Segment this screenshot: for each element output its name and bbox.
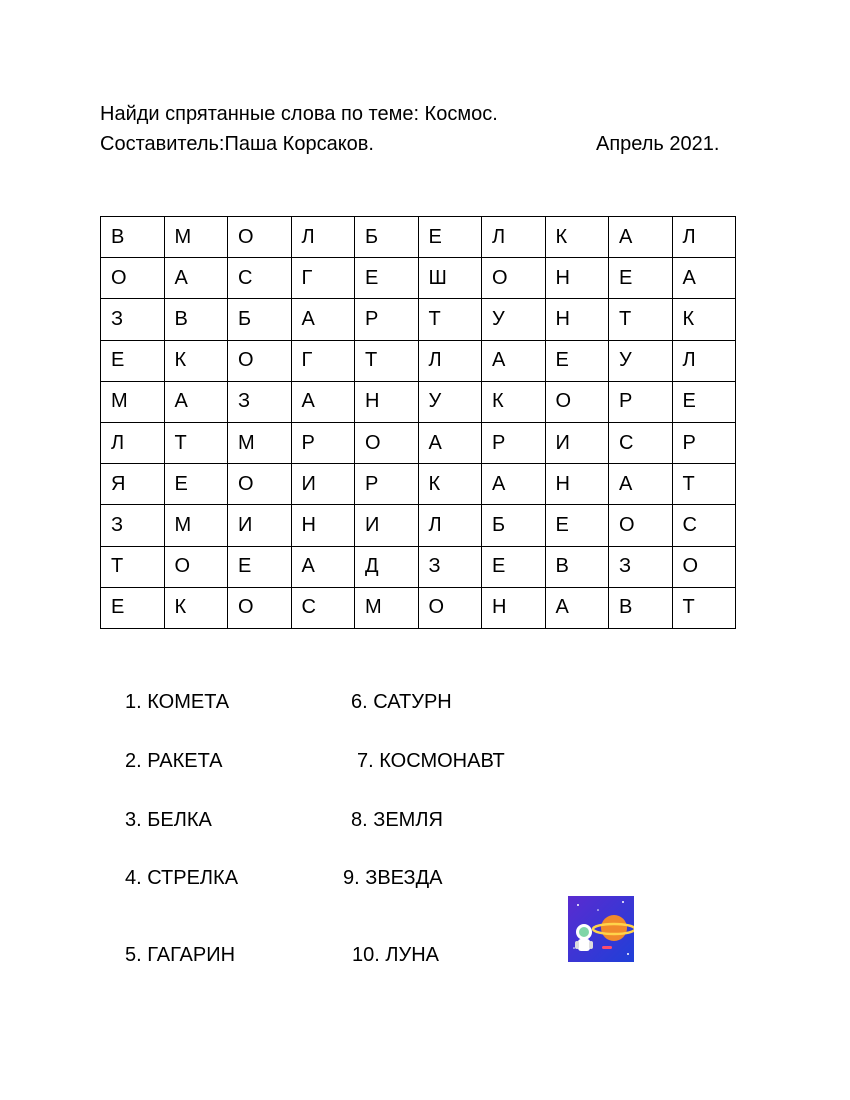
- grid-cell: О: [228, 217, 292, 258]
- grid-row: [101, 217, 736, 258]
- grid-cell: О: [609, 505, 673, 546]
- word-list-item: 4. СТРЕЛКА: [125, 867, 239, 889]
- grid-cell: З: [228, 381, 292, 422]
- word-list-item: 5. ГАГАРИН: [125, 944, 236, 966]
- grid-cell: Т: [101, 546, 165, 587]
- grid-cell: Р: [291, 422, 355, 463]
- grid-row: [101, 381, 736, 422]
- grid-cell: О: [672, 546, 736, 587]
- grid-cell: З: [418, 546, 482, 587]
- grid-cell: М: [355, 587, 419, 628]
- grid-cell: Т: [672, 587, 736, 628]
- grid-cell: Н: [482, 587, 546, 628]
- grid-cell: Л: [418, 340, 482, 381]
- grid-cell: А: [164, 258, 228, 299]
- grid-cell: Т: [672, 464, 736, 505]
- grid-cell: К: [545, 217, 609, 258]
- grid-cell: У: [482, 299, 546, 340]
- word-list-item: 3. БЕЛКА: [125, 809, 212, 831]
- grid-cell: Р: [482, 422, 546, 463]
- grid-cell: С: [672, 505, 736, 546]
- grid-cell: З: [101, 505, 165, 546]
- grid-cell: Б: [228, 299, 292, 340]
- grid-cell: Т: [164, 422, 228, 463]
- grid-row: [101, 258, 736, 299]
- grid-cell: Г: [291, 258, 355, 299]
- grid-cell: Ш: [418, 258, 482, 299]
- grid-cell: А: [609, 464, 673, 505]
- grid-cell: О: [164, 546, 228, 587]
- grid-cell: О: [228, 464, 292, 505]
- grid-cell: О: [228, 587, 292, 628]
- grid-cell: И: [228, 505, 292, 546]
- grid-cell: О: [545, 381, 609, 422]
- worksheet-date: Апрель 2021.: [596, 133, 720, 155]
- grid-cell: О: [228, 340, 292, 381]
- grid-cell: С: [291, 587, 355, 628]
- word-search-grid: [100, 216, 736, 629]
- grid-cell: А: [164, 381, 228, 422]
- grid-cell: Б: [482, 505, 546, 546]
- grid-cell: А: [609, 217, 673, 258]
- grid-cell: А: [545, 587, 609, 628]
- grid-cell: Р: [609, 381, 673, 422]
- grid-cell: К: [164, 587, 228, 628]
- grid-cell: Е: [228, 546, 292, 587]
- grid-cell: Г: [291, 340, 355, 381]
- grid-cell: С: [609, 422, 673, 463]
- grid-cell: Е: [482, 546, 546, 587]
- grid-cell: В: [609, 587, 673, 628]
- grid-cell: Л: [482, 217, 546, 258]
- grid-cell: О: [355, 422, 419, 463]
- grid-cell: М: [164, 505, 228, 546]
- worksheet-title: Найди спрятанные слова по теме: Космос.: [100, 103, 498, 125]
- grid-cell: А: [672, 258, 736, 299]
- grid-cell: Д: [355, 546, 419, 587]
- grid-row: [101, 587, 736, 628]
- grid-cell: К: [672, 299, 736, 340]
- grid-cell: А: [291, 381, 355, 422]
- grid-cell: У: [609, 340, 673, 381]
- grid-cell: С: [228, 258, 292, 299]
- word-list-item: 2. РАКЕТА: [125, 750, 223, 772]
- grid-cell: З: [101, 299, 165, 340]
- grid-row: [101, 340, 736, 381]
- grid-cell: Е: [101, 340, 165, 381]
- word-list-item: 9. ЗВЕЗДА: [343, 867, 443, 889]
- grid-cell: У: [418, 381, 482, 422]
- grid-cell: Т: [418, 299, 482, 340]
- grid-cell: Л: [291, 217, 355, 258]
- grid-cell: В: [545, 546, 609, 587]
- word-list-item: 10. ЛУНА: [352, 944, 439, 966]
- grid-cell: Е: [164, 464, 228, 505]
- grid-cell: И: [291, 464, 355, 505]
- grid-row: [101, 505, 736, 546]
- grid-cell: В: [164, 299, 228, 340]
- grid-cell: Л: [418, 505, 482, 546]
- grid-cell: Е: [545, 340, 609, 381]
- word-list-item: 1. КОМЕТА: [125, 691, 230, 713]
- grid-cell: Н: [545, 464, 609, 505]
- grid-cell: Р: [672, 422, 736, 463]
- worksheet-author: Составитель:Паша Корсаков.: [100, 133, 374, 155]
- grid-cell: Е: [418, 217, 482, 258]
- grid-cell: М: [101, 381, 165, 422]
- word-list-item: 6. САТУРН: [351, 691, 452, 713]
- grid-cell: Р: [355, 299, 419, 340]
- grid-cell: О: [101, 258, 165, 299]
- grid-cell: Я: [101, 464, 165, 505]
- word-list-item: 8. ЗЕМЛЯ: [351, 809, 443, 831]
- grid-cell: М: [164, 217, 228, 258]
- grid-cell: Т: [609, 299, 673, 340]
- grid-cell: К: [164, 340, 228, 381]
- grid-cell: Б: [355, 217, 419, 258]
- grid-cell: Н: [355, 381, 419, 422]
- grid-cell: О: [418, 587, 482, 628]
- grid-cell: Л: [672, 340, 736, 381]
- grid-cell: И: [355, 505, 419, 546]
- grid-cell: А: [482, 340, 546, 381]
- grid-row: [101, 422, 736, 463]
- word-list-item: 7. КОСМОНАВТ: [357, 750, 505, 772]
- grid-cell: А: [418, 422, 482, 463]
- grid-cell: Е: [672, 381, 736, 422]
- grid-cell: А: [482, 464, 546, 505]
- grid-cell: А: [291, 546, 355, 587]
- grid-cell: А: [291, 299, 355, 340]
- grid-cell: Н: [291, 505, 355, 546]
- grid-cell: Р: [355, 464, 419, 505]
- grid-cell: З: [609, 546, 673, 587]
- grid-cell: Л: [101, 422, 165, 463]
- astronaut-saturn-icon: [568, 896, 634, 962]
- grid-cell: О: [482, 258, 546, 299]
- grid-cell: Т: [355, 340, 419, 381]
- grid-cell: Е: [101, 587, 165, 628]
- grid-cell: В: [101, 217, 165, 258]
- grid-row: [101, 464, 736, 505]
- grid-cell: И: [545, 422, 609, 463]
- grid-row: [101, 299, 736, 340]
- grid-cell: Е: [609, 258, 673, 299]
- grid-row: [101, 546, 736, 587]
- grid-cell: М: [228, 422, 292, 463]
- grid-cell: Е: [545, 505, 609, 546]
- grid-cell: Е: [355, 258, 419, 299]
- grid-cell: Н: [545, 299, 609, 340]
- grid-cell: Н: [545, 258, 609, 299]
- grid-cell: К: [418, 464, 482, 505]
- grid-cell: К: [482, 381, 546, 422]
- grid-cell: Л: [672, 217, 736, 258]
